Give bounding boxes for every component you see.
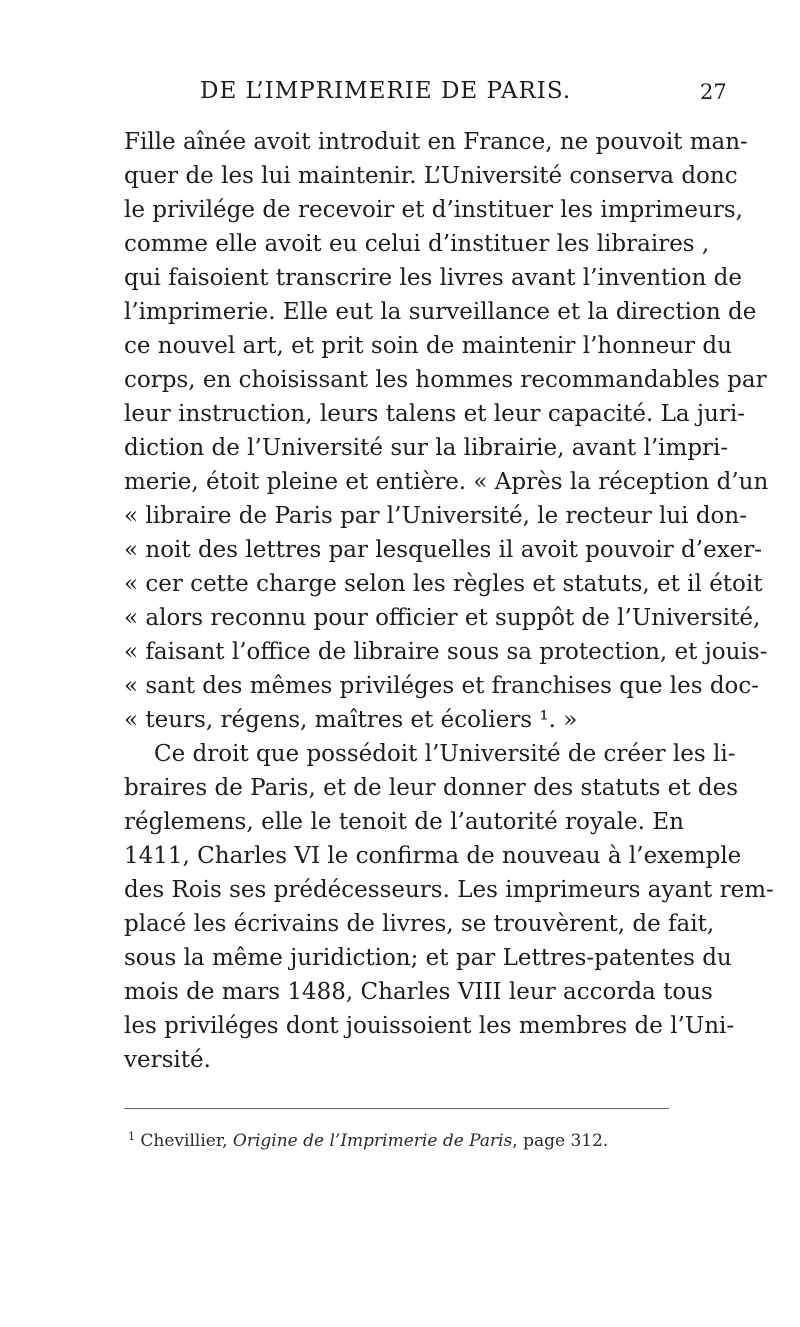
- footnote-work-title: Origine de l’Imprimerie de Paris: [232, 1131, 513, 1151]
- quoted-line: « cer cette charge selon les règles et statuts, et il étoit: [124, 571, 763, 597]
- quoted-line: « teurs, régens, maîtres et écoliers ¹. »: [124, 707, 578, 733]
- text-line: merie, étoit pleine et entière. « Après la réception d’un: [124, 469, 769, 495]
- text-line: placé les écrivains de livres, se trouvèrent, de fait,: [124, 911, 715, 937]
- text-line: des Rois ses prédécesseurs. Les imprimeurs ayant rem-: [124, 877, 774, 903]
- text-line: versité.: [124, 1047, 211, 1073]
- footnote-divider: [124, 1108, 669, 1109]
- quoted-line: « alors reconnu pour officier et suppôt de l’Université,: [124, 605, 761, 631]
- text-line: sous la même juridiction; et par Lettres-patentes du: [124, 945, 732, 971]
- quoted-line: « libraire de Paris par l’Université, le recteur lui don-: [124, 503, 747, 529]
- text-line: leur instruction, leurs talens et leur capacité. La juri-: [124, 401, 745, 427]
- text-line: 1411, Charles VI le confirma de nouveau à l’exemple: [124, 843, 742, 869]
- running-head-title: DE L’IMPRIMERIE DE PARIS.: [200, 78, 572, 104]
- text-line: l’imprimerie. Elle eut la surveillance et la direction de: [124, 299, 757, 325]
- text-line: braires de Paris, et de leur donner des statuts et des: [124, 775, 739, 801]
- text-line: mois de mars 1488, Charles VIII leur accorda tous: [124, 979, 713, 1005]
- text-line: diction de l’Université sur la librairie, avant l’impri-: [124, 435, 729, 461]
- text-line: corps, en choisissant les hommes recommandables par: [124, 367, 767, 393]
- text-line: ce nouvel art, et prit soin de maintenir l’honneur du: [124, 333, 732, 359]
- text-line: Fille aînée avoit introduit en France, ne pouvoit man-: [124, 129, 748, 155]
- footnote-marker: 1: [128, 1130, 135, 1143]
- quoted-line: « noit des lettres par lesquelles il avoit pouvoir d’exer-: [124, 537, 763, 563]
- page-number: 27: [700, 80, 727, 104]
- footnote-locator: , page 312.: [512, 1131, 609, 1151]
- text-line: quer de les lui maintenir. L’Université conserva donc: [124, 163, 738, 189]
- text-line: le privilége de recevoir et d’instituer les imprimeurs,: [124, 197, 743, 223]
- footnote-author: Chevillier,: [140, 1131, 228, 1151]
- paragraph-start-line: Ce droit que possédoit l’Université de créer les li-: [154, 741, 736, 767]
- quoted-line: « faisant l’office de libraire sous sa protection, et jouis-: [124, 639, 768, 665]
- text-line: les priviléges dont jouissoient les membres de l’Uni-: [124, 1013, 735, 1039]
- text-line: réglemens, elle le tenoit de l’autorité royale. En: [124, 809, 684, 835]
- text-line: comme elle avoit eu celui d’instituer les libraires ,: [124, 231, 710, 257]
- running-head: [0, 78, 800, 108]
- text-line: qui faisoient transcrire les livres avant l’invention de: [124, 265, 742, 291]
- body-text: [124, 125, 774, 1077]
- quoted-line: « sant des mêmes priviléges et franchises que les doc-: [124, 673, 760, 699]
- footnote: [128, 1130, 608, 1151]
